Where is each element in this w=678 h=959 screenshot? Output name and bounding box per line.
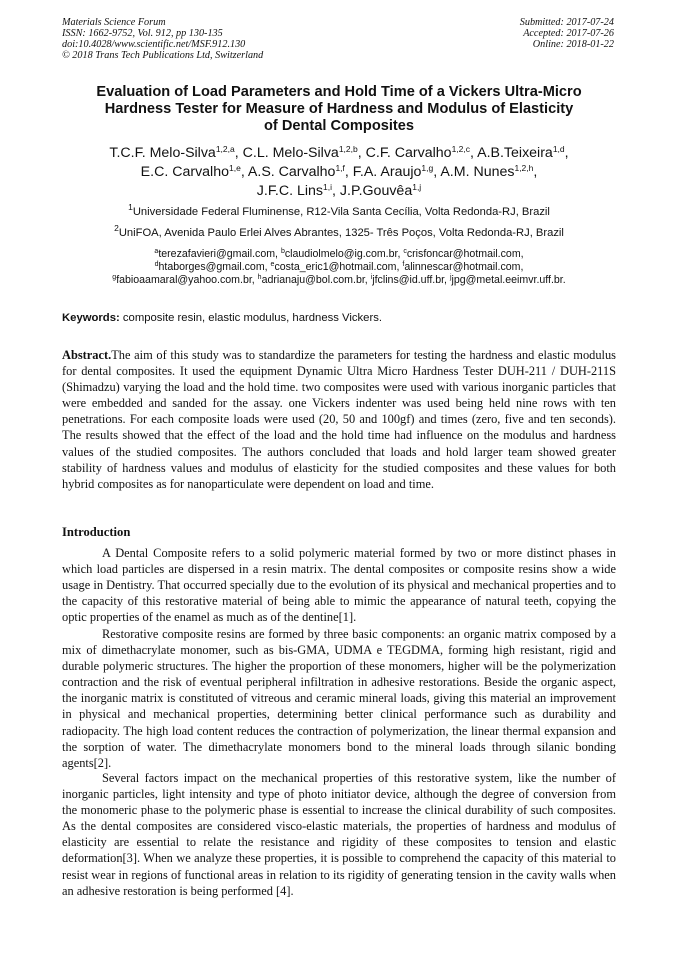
affiliation-sup: 1 <box>128 202 133 212</box>
author-sep: , <box>433 164 441 180</box>
author-sup: 1,j <box>412 182 422 192</box>
abstract-text: The aim of this study was to standardize the parameters for testing the hardness and elastic modulus for dental composites. It used the equipment Dynamic Ultra Micro Hardness Tester DUH-211 / DUH-211S (Shimadzu) varying the load and the hold time. two composites were used with various inorganic particles that were embedded and sanded for the assay. one Vickers indenter was used being held nine rows with ten penetrations. For each composite loads were used (20, 50 and 100gf) and times (zero, five and ten seconds). The results showed that the effect of the load and the hold time had influence on the modulus and hardness values of the studied composites. The authors concluded that loads and hold larger team showed greater stability of hardness values and modulus of elasticity for the studied composites and these values for both hybrid composites as for nanoparticulate were dependent on load and time. <box>62 348 616 491</box>
author-name: A.S. Carvalho <box>247 164 336 180</box>
affiliation-1 <box>50 202 628 219</box>
keywords <box>62 312 618 325</box>
affiliation-text: Universidade Federal Fluminense, R12-Vila Santa Cecília, Volta Redonda-RJ, Brazil <box>132 206 550 218</box>
email-sup: c <box>403 248 407 255</box>
submission-dates <box>520 17 614 50</box>
affiliation-2 <box>50 223 628 240</box>
author-sup: 1,2,h <box>514 163 534 173</box>
author-sep: , <box>234 145 243 161</box>
author-name: C.L. Melo-Silva <box>242 145 339 161</box>
paper-title <box>60 84 618 135</box>
email-sup: a <box>154 248 159 255</box>
affiliation-sup: 2 <box>114 223 119 233</box>
email-address[interactable]: costa_eric1@hotmail.com, <box>274 261 403 273</box>
issn-line: ISSN: 1662-9752, Vol. 912, pp 130-135 <box>62 28 223 39</box>
journal-info <box>62 17 263 61</box>
author-sup: 1,2,a <box>215 144 235 154</box>
section-title-introduction: Introduction <box>62 525 131 539</box>
email-line <box>40 248 638 261</box>
email-sup: e <box>270 261 275 268</box>
author-sep: , <box>564 145 569 161</box>
author-sep: , <box>533 164 538 180</box>
author-name: A.M. Nunes <box>440 164 515 180</box>
author-name: J.F.C. Lins <box>256 183 324 199</box>
author-sup: 1,2,c <box>451 144 471 154</box>
online-date: Online: 2018-01-22 <box>532 39 614 50</box>
author-name: E.C. Carvalho <box>140 164 229 180</box>
abstract <box>62 347 616 492</box>
email-sup: j <box>449 274 452 281</box>
accepted-date: Accepted: 2017-07-26 <box>523 28 614 39</box>
author-name: J.P.Gouvêa <box>339 183 413 199</box>
author-sup: 1,f <box>335 163 345 173</box>
submitted-date: Submitted: 2017-07-24 <box>519 17 614 28</box>
email-sup: b <box>280 248 285 255</box>
author-sep: , <box>470 145 478 161</box>
affiliation-text: UniFOA, Avenida Paulo Erlei Alves Abrantes, 1325- Três Poços, Volta Redonda-RJ, Brazil <box>118 227 564 239</box>
email-address[interactable]: adrianaju@bol.com.br, <box>261 274 371 286</box>
keywords-text: composite resin, elastic modulus, hardness Vickers. <box>119 312 383 324</box>
author-line <box>50 163 628 182</box>
author-name: C.F. Carvalho <box>365 145 452 161</box>
intro-paragraph-1: A Dental Composite refers to a solid polymeric material formed by two or more distinct phases in which load particles are dispersed in a resin matrix. The dental composites or composite resins show a wide usage in Dentistry. That occurred specially due to the evolution of its physical and mechanical properties and to the capacity of this restorative material of being able to mimic the appearance of natural teeth, copying the optic properties of the enamel as much as of the dentine[1]. <box>62 546 616 625</box>
doi-line: doi:10.4028/www.scientific.net/MSF.912.130 <box>62 39 246 50</box>
author-list <box>50 144 628 201</box>
email-address[interactable]: alinnescar@hotmail.com, <box>404 261 524 273</box>
author-sep: , <box>332 183 340 199</box>
email-list <box>40 248 638 287</box>
copyright-line: © 2018 Trans Tech Publications Ltd, Switzerland <box>62 50 264 61</box>
author-sup: 1,g <box>421 163 434 173</box>
abstract-label: Abstract. <box>62 348 112 362</box>
author-sup: 1,e <box>228 163 241 173</box>
email-address[interactable]: fabioaamaral@yahoo.com.br, <box>116 274 258 286</box>
email-sup: h <box>257 274 262 281</box>
title-line: Hardness Tester for Measure of Hardness and Modulus of Elasticity <box>104 101 574 117</box>
email-address[interactable]: terezafavieri@gmail.com, <box>158 248 281 260</box>
email-sup: f <box>402 261 405 268</box>
author-sup: 1,2,b <box>338 144 358 154</box>
email-address[interactable]: jfclins@id.uff.br, <box>372 274 450 286</box>
intro-paragraph-2: Restorative composite resins are formed by three basic components: an organic matrix composed by a mix of dimethacrylate monomer, such as bis-GMA, UDMA e TEGDMA, forming high resistant, rigid and durable polymeric structures. The higher the proportion of these monomers, higher will be the polymerization contraction and the risk of eventual peripheral infiltration in adhesive restorations. Beside the organic aspect, the inorganic matrix is constituted of vitreous and ceramic mineral loads, giving this material an improvement in physical and mechanical properties, determining better clinical performance such as durability and radiopacity. The high load content reduces the contraction of polymerization, the linear thermal expansion and the sorption of water. The dimethacrylate monomers bond to the mineral loads through silanic bonding agents[2]. <box>62 627 616 770</box>
author-sep: , <box>344 164 353 180</box>
title-line: Evaluation of Load Parameters and Hold Time of a Vickers Ultra-Micro <box>96 84 582 100</box>
email-sup: g <box>112 274 117 281</box>
author-line <box>50 182 628 201</box>
author-line <box>50 144 628 163</box>
author-name: T.C.F. Melo-Silva <box>109 145 216 161</box>
email-address[interactable]: crisfoncar@hotmail.com, <box>406 248 524 260</box>
email-address[interactable]: claudiolmelo@ig.com.br, <box>284 248 404 260</box>
intro-paragraph-3: Several factors impact on the mechanical properties of this restorative system, like the number of inorganic particles, light intensity and type of photo initiator device, although the degree of conversion from the monomeric phase to the polymeric phase is essential to increase the clinical durability of such composites. As the dental composites are considered visco-elastic materials, the properties of hardness and modulus of elasticity are essential to relate the resistance and rigidity of these composites to tension and elastic deformation[3]. When we analyze these properties, it is possible to comprehend the capacity of this material to resist wear in regions of functional areas in relation to its rigidity of generating tension in the cavity walls when an adhesive restoration is being performed [4]. <box>62 771 616 898</box>
email-sup: i <box>370 274 373 281</box>
author-sup: 1,i <box>323 182 333 192</box>
author-sup: 1,d <box>552 144 565 154</box>
journal-name: Materials Science Forum <box>62 17 166 28</box>
email-address[interactable]: htaborges@gmail.com, <box>158 261 271 273</box>
email-line <box>40 274 638 287</box>
keywords-label: Keywords: <box>62 312 120 324</box>
title-line: of Dental Composites <box>263 118 414 134</box>
email-sup: d <box>154 261 159 268</box>
author-name: A.B.Teixeira <box>477 145 553 161</box>
author-name: F.A. Araujo <box>352 164 422 180</box>
email-line <box>40 261 638 274</box>
author-sep: , <box>240 164 248 180</box>
author-sep: , <box>357 145 366 161</box>
email-address[interactable]: jpg@metal.eeimvr.uff.br. <box>451 274 566 286</box>
